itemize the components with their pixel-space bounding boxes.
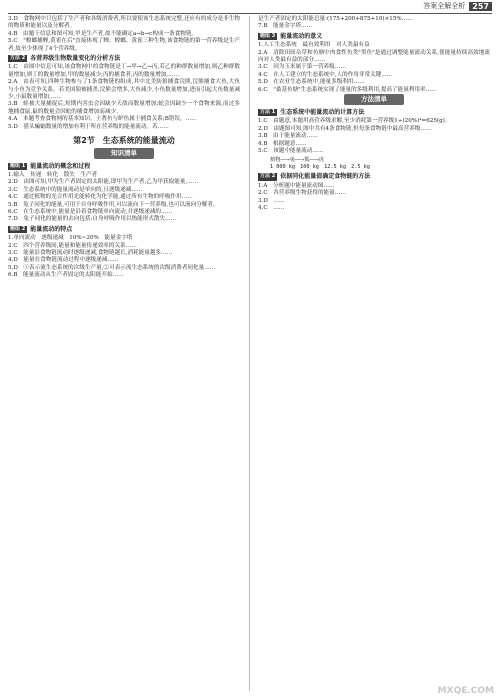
answer-paragraph: 2.A 清除田间杂草和鱼塘中肉食性鱼类"黑鱼"是通过调整能量流动关系,使能量持续高效地流向对人类最有益的部分…… [258, 49, 490, 64]
diagram-values: 1 000 kg 100 kg 12.5 kg 2.5 kg [270, 163, 370, 170]
method-title: 生态系统中能量流动的计算方法 [280, 109, 365, 117]
method-title: 能量流动的特点 [30, 225, 73, 233]
method-tag: 方法 2 [260, 173, 276, 180]
page-header [0, 0, 500, 14]
answer-paragraph: 3.D …… [258, 197, 285, 204]
method-tag: 题组 3 [260, 32, 276, 39]
page-number: 257 [469, 2, 492, 11]
answer-paragraph: 3.C 能量沿食物链流动时逐级递减,食物链越长,消耗能量越多…… [8, 249, 173, 256]
answer-paragraph: 4.C 在人工建立的生态系统中,人的作用非常关键…… [258, 71, 393, 78]
method-title: 能量流动的意义 [280, 32, 323, 40]
answer-paragraph: 5.D 在农业生态系统中,能量多级利用…… [258, 79, 365, 86]
method-heading [258, 173, 490, 180]
method-tag: 题组 2 [10, 225, 26, 232]
answer-paragraph: 1.单向流动 逐级递减 10%~20% 能量金字塔 [8, 235, 133, 242]
method-tag: 题组 1 [10, 162, 26, 169]
section-banner: 知识清单 [94, 148, 154, 159]
left-column [8, 16, 240, 280]
header-group [423, 1, 492, 11]
answer-paragraph: 2.A 由表可知,四种生物参与了1条食物链的组成,其中北美防狼捕食浣熊,浣熊捕食大鱼,大鱼与小鱼为竞争关系。若美国狼被捕杀,浣熊会增多,大鱼减少,小鱼数量增加,进而引起大鱼数量减少,小鼠数量增加,…… [8, 79, 240, 101]
method-heading [8, 163, 240, 170]
answer-paragraph: 4.C …… [258, 204, 285, 211]
answer-paragraph: 4.C 通过植物的光合作用光能转化为化学能,通过所有生物的呼吸作用…… [8, 194, 193, 201]
answer-paragraph: 是生产者固定的太阳能总量:(175+200+875+10)×15%…… [258, 16, 413, 22]
right-column [258, 16, 490, 212]
answer-paragraph: 4.A 本题考查食物网的基本知识。土著鱼与鲈鱼属于捕食关系;B错误。…… [8, 116, 197, 123]
header-rule [8, 13, 492, 14]
answer-paragraph: 3.C 因为玉米属于第一营养级…… [258, 64, 346, 71]
method-title: 能量流动的概念和过程 [30, 162, 91, 170]
answer-paragraph: 3.B 由于能量流动…… [258, 133, 318, 140]
answer-paragraph: 1.C 由题意,本题用高营养级求解,至少消耗第一营养级1÷(20%)⁴=625(g)。 [258, 118, 451, 125]
method-heading [258, 33, 490, 40]
answer-paragraph: 1.输入 传递 转化 散失 生产者 [8, 171, 98, 178]
answer-paragraph: 1.A 分析题中能量流动图…… [258, 182, 335, 189]
answer-paragraph: 2.C 四个营养级间,能量和能量传递效率的关系…… [8, 242, 137, 249]
column-divider [249, 16, 250, 691]
method-heading [8, 226, 240, 233]
method-title: 各营养级生物数量变化的分析方法 [30, 55, 121, 63]
answer-paragraph: 5.D ①表示流生态系统的次级生产量,②可表示流生态系统的次级消费者同化量…… [8, 264, 216, 271]
answer-paragraph: 5.C "螳螂捕蝉,黄雀在后"直接体现了蝉、螳螂、黄雀三种生物,该食物链的第一营养级是生产者,故至少体现了4个营养级。 [8, 38, 240, 52]
answer-paragraph: 2.D 由题图可知,图中共有4条食物链,但每条食物链中最高营养级…… [258, 125, 432, 132]
answer-paragraph: 7.B 能量金字塔…… [258, 23, 313, 30]
watermark: MXQE.COM [437, 686, 494, 696]
answer-paragraph: 3.B 蛙被大量捕捉后,短期内害虫会因缺少天敌而数量增加;蛇会因缺少一个食物来源,而过多地捕食鼠,鼠的数量会因蛇的捕食增加而减少。 [8, 101, 240, 115]
header-title: 答案全解全析 [423, 2, 466, 10]
answer-paragraph: 1.C 由图中信息可知,该食物网中的食物链是丁→甲→乙→丙,若乙的种群数量增加,则乙种群数量增加,则丁的数量增加,甲的数量减少;丙的捕食者,丙的数量增加,…… [8, 64, 240, 78]
answer-paragraph: 4.B 由题干信息和图可知,甲是生产者,故不能确定a→b→c构成一条食物链。 [8, 30, 198, 37]
diagram-chain: 植物——→兔——→狐——→虎 [270, 156, 325, 163]
answer-paragraph: 6.C 在生态系统中,能量是沿着食物链单向流动,并逐级递减的…… [8, 208, 173, 215]
answer-paragraph: 2.D 由图可知,甲为生产者固定的太阳能,即甲为生产者,乙为甲获取能量,…… [8, 179, 199, 186]
method-tag: 方法 2 [10, 55, 26, 62]
food-chain-diagram [270, 157, 490, 172]
answer-paragraph: 1.人工生态系统 最有效利用 对人类最有益 [258, 42, 370, 49]
method-title: 依据同化能量值确定食物链的方法 [280, 173, 371, 181]
method-tag: 方法 1 [260, 109, 276, 116]
answer-paragraph: 4.D 能量在食物链流动过程中逐级递减…… [8, 257, 119, 264]
answer-paragraph: 7.D 兔子同化的能量的去向包括:自身呼吸作用以热能形式散失…… [8, 216, 177, 223]
answer-paragraph: 5.D 猎头蝙蝠数量的增加有利于所在营养级的能量流动。若…… [8, 123, 169, 130]
method-heading [8, 55, 240, 62]
answer-paragraph: 3.D 食物网中只包括了生产者和各级消费者,所以要使该生态系统完整,还应有的成分是非生物的物质和能量以及分解者。 [8, 16, 240, 30]
answer-paragraph: 5.B 兔子同化的能量,可用于自身呼吸作用,可以流向下一营养级,也可以流向分解者。 [8, 201, 219, 208]
answer-paragraph: 5.C 该题中能量流动…… [258, 148, 324, 155]
answer-paragraph: 6.C "桑基鱼塘"生态系统实现了能量的多级利用,提高了能量利用率…… [258, 86, 437, 93]
answer-paragraph: 2.C 各营养级生物获得的能量…… [258, 190, 346, 197]
method-heading [258, 109, 490, 116]
section-banner: 方法清单 [344, 94, 404, 105]
section-title: 第2节 生态系统的能量流动 [73, 136, 175, 146]
answer-paragraph: 4.B 根据题意…… [258, 140, 307, 147]
answer-paragraph: 3.C 生态系统中的能量流动是单向的,且逐级递减…… [8, 186, 143, 193]
answer-paragraph: 6.B 能量流动从生产者固定的太阳能开始…… [8, 272, 124, 279]
